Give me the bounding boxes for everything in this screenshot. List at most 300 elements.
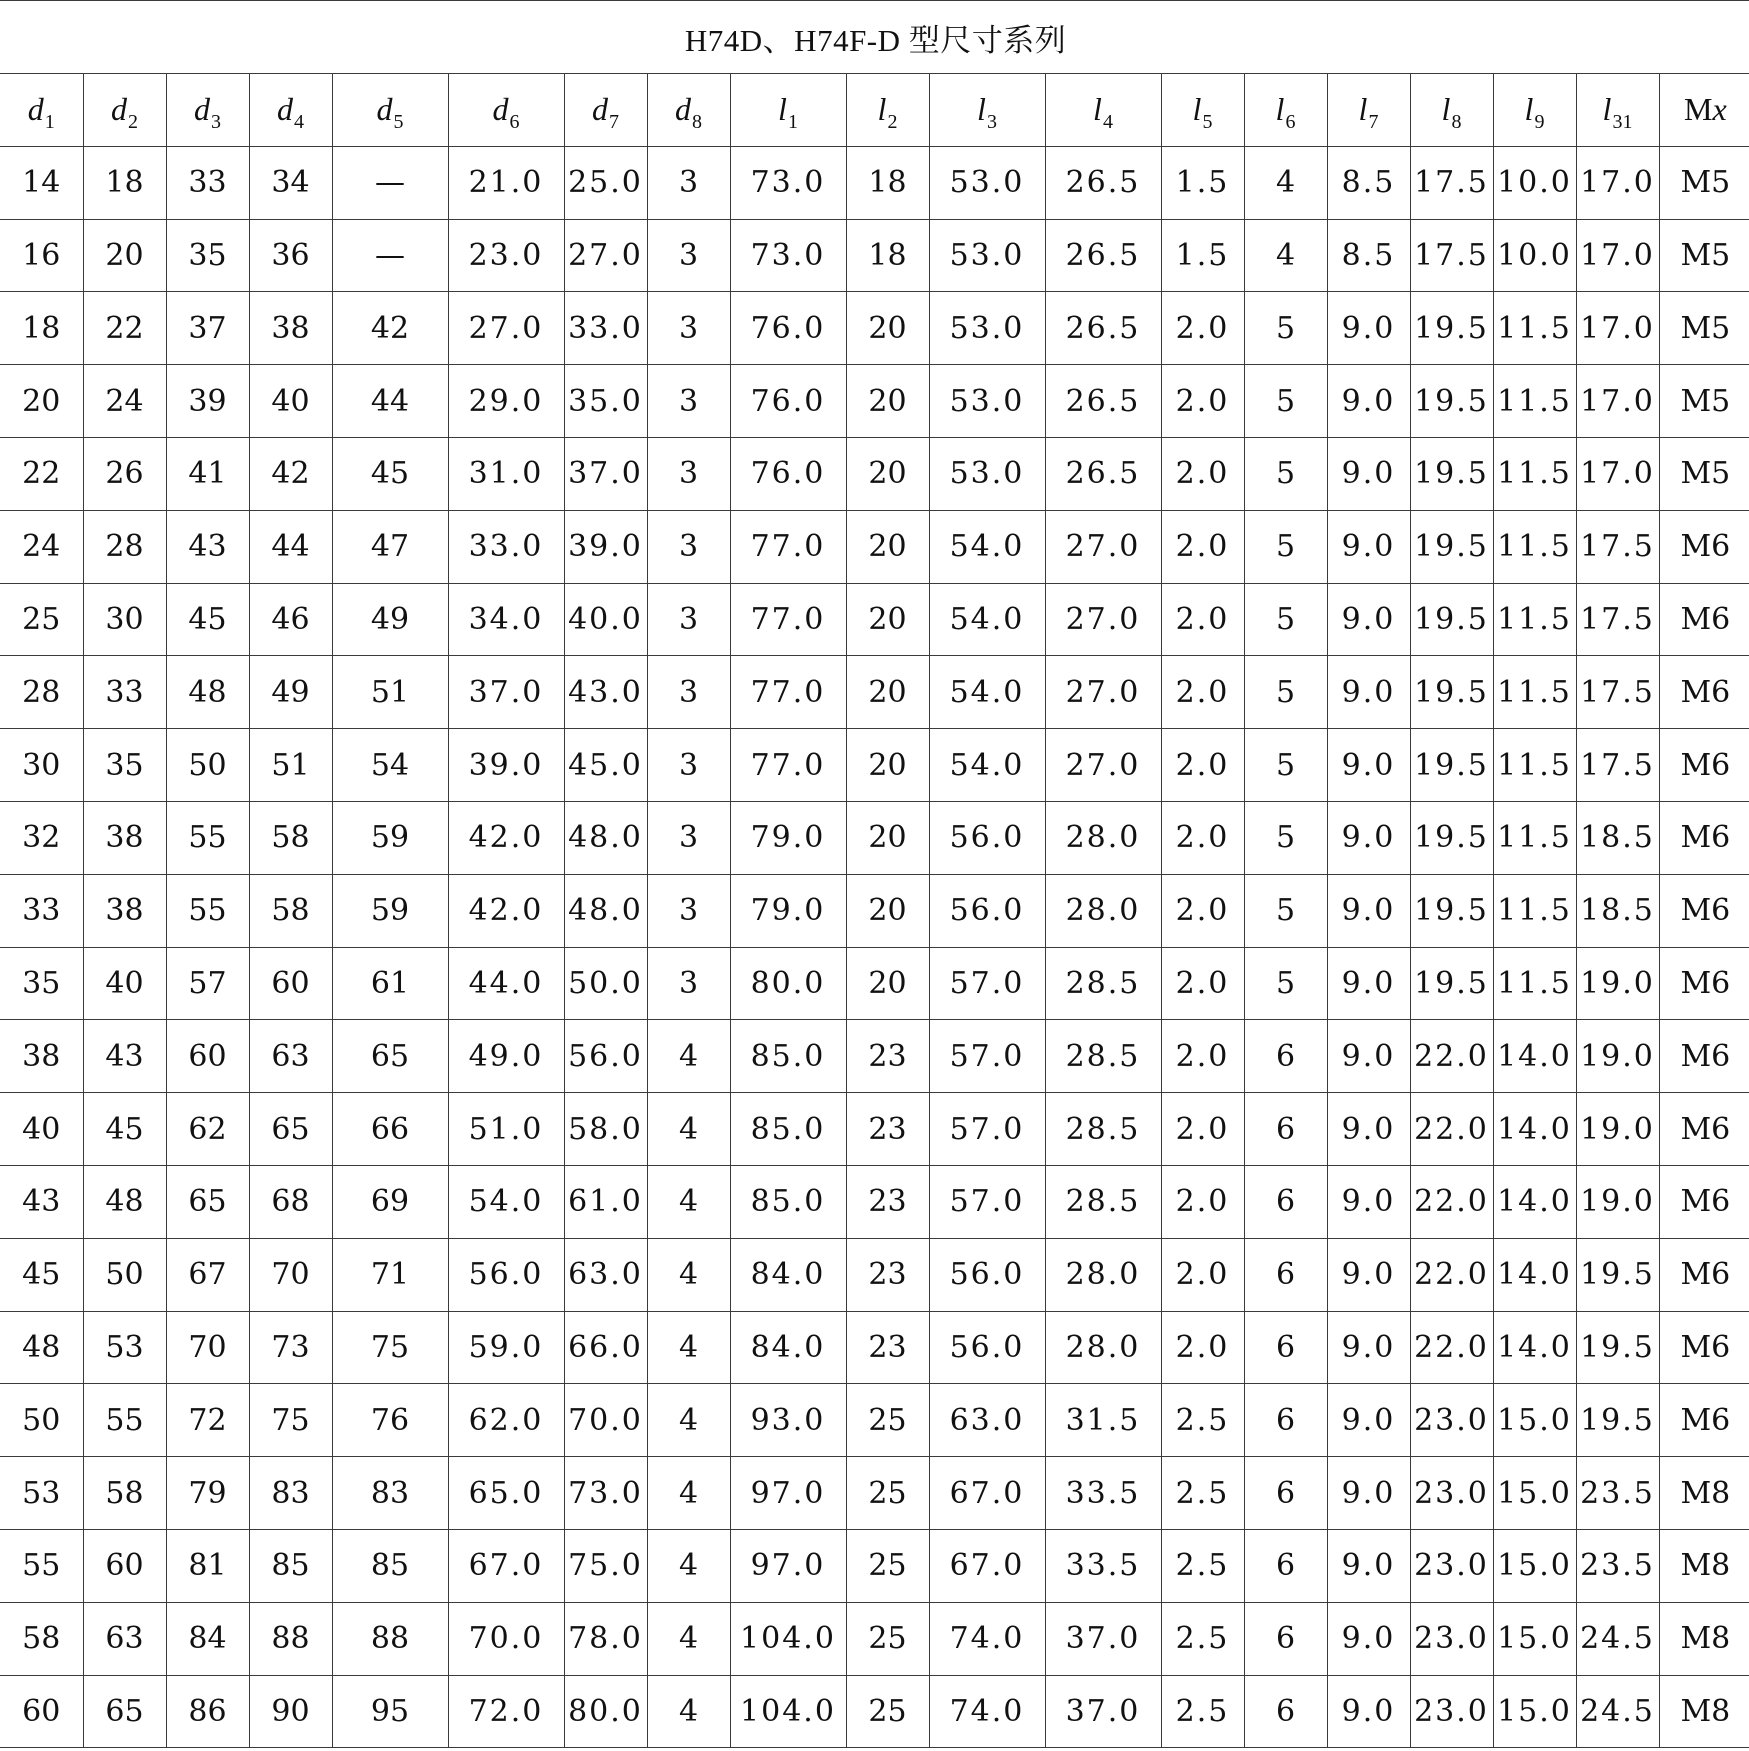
table-cell: M6 — [1659, 874, 1749, 947]
table-cell: 35 — [0, 947, 83, 1020]
table-cell: 2.0 — [1161, 1238, 1244, 1311]
table-cell: 84.0 — [730, 1311, 846, 1384]
table-cell: 79 — [166, 1457, 249, 1530]
table-cell: M6 — [1659, 947, 1749, 1020]
table-cell: 6 — [1244, 1384, 1327, 1457]
table-cell: 28.5 — [1045, 1165, 1161, 1238]
column-header-symbol: d — [277, 91, 293, 128]
table-cell: 20 — [846, 656, 929, 729]
table-cell: 53.0 — [929, 146, 1045, 219]
table-cell: 14.0 — [1493, 1238, 1576, 1311]
table-cell: 14.0 — [1493, 1093, 1576, 1166]
table-cell: 18 — [83, 146, 166, 219]
table-cell: 2.0 — [1161, 729, 1244, 802]
table-cell: 18.5 — [1576, 801, 1659, 874]
table-cell: 9.0 — [1327, 947, 1410, 1020]
table-cell: 69 — [332, 1165, 448, 1238]
table-cell: 40 — [0, 1093, 83, 1166]
table-cell: 67 — [166, 1238, 249, 1311]
table-cell: 70 — [249, 1238, 332, 1311]
column-header-symbol: x — [1712, 91, 1727, 128]
table-cell: 9.0 — [1327, 1529, 1410, 1602]
table-cell: 40.0 — [564, 583, 647, 656]
table-cell: 19.0 — [1576, 1020, 1659, 1093]
table-cell: 11.5 — [1493, 510, 1576, 583]
table-cell: 22 — [83, 292, 166, 365]
table-row — [0, 437, 1749, 510]
table-cell: 9.0 — [1327, 801, 1410, 874]
table-cell: 3 — [647, 729, 730, 802]
table-cell: 20 — [846, 729, 929, 802]
table-cell: M8 — [1659, 1457, 1749, 1530]
column-header-subscript: 3 — [986, 111, 997, 134]
table-cell: 18.5 — [1576, 874, 1659, 947]
table-cell: 85.0 — [730, 1020, 846, 1093]
column-header-subscript: 4 — [1102, 111, 1113, 134]
table-cell: M8 — [1659, 1602, 1749, 1675]
table-cell: 19.5 — [1576, 1384, 1659, 1457]
table-cell: 9.0 — [1327, 1093, 1410, 1166]
table-cell: 33 — [83, 656, 166, 729]
table-cell: 9.0 — [1327, 365, 1410, 438]
table-cell: 93.0 — [730, 1384, 846, 1457]
table-cell: 3 — [647, 801, 730, 874]
title-row — [0, 1, 1749, 74]
table-row — [0, 292, 1749, 365]
table-cell: 23 — [846, 1093, 929, 1166]
table-cell: 77.0 — [730, 583, 846, 656]
table-cell: 39 — [166, 365, 249, 438]
table-cell: 15.0 — [1493, 1457, 1576, 1530]
table-row — [0, 365, 1749, 438]
table-cell: M6 — [1659, 510, 1749, 583]
table-cell: 3 — [647, 219, 730, 292]
table-cell: 73.0 — [730, 146, 846, 219]
table-cell: 5 — [1244, 583, 1327, 656]
table-cell: 9.0 — [1327, 292, 1410, 365]
table-cell: 23.0 — [1410, 1457, 1493, 1530]
column-header-symbol: l — [1275, 91, 1285, 128]
table-cell: 74.0 — [929, 1602, 1045, 1675]
table-row — [0, 219, 1749, 292]
column-header — [1493, 74, 1576, 147]
table-cell: 24.5 — [1576, 1602, 1659, 1675]
table-cell: 32 — [0, 801, 83, 874]
table-cell: 42.0 — [448, 801, 564, 874]
table-cell: 97.0 — [730, 1529, 846, 1602]
table-cell: 9.0 — [1327, 1457, 1410, 1530]
column-header-subscript: 9 — [1534, 111, 1545, 134]
table-cell: M6 — [1659, 729, 1749, 802]
table-cell: 58.0 — [564, 1093, 647, 1166]
table-cell: M5 — [1659, 437, 1749, 510]
table-cell: 65 — [83, 1675, 166, 1748]
table-cell: 9.0 — [1327, 1311, 1410, 1384]
table-cell: 38 — [0, 1020, 83, 1093]
table-cell: 26.5 — [1045, 437, 1161, 510]
table-cell: 25 — [846, 1529, 929, 1602]
table-cell: 57.0 — [929, 1093, 1045, 1166]
table-cell: 9.0 — [1327, 729, 1410, 802]
table-row — [0, 583, 1749, 656]
table-cell: 6 — [1244, 1165, 1327, 1238]
table-cell: 2.5 — [1161, 1457, 1244, 1530]
table-cell: 20 — [846, 365, 929, 438]
table-cell: 2.0 — [1161, 510, 1244, 583]
table-cell: 20 — [846, 947, 929, 1020]
table-cell: 9.0 — [1327, 1602, 1410, 1675]
table-cell: 44 — [249, 510, 332, 583]
table-cell: 28 — [0, 656, 83, 729]
table-cell: 9.0 — [1327, 510, 1410, 583]
column-header — [332, 74, 448, 147]
table-cell: 17.0 — [1576, 146, 1659, 219]
table-cell: 85 — [249, 1529, 332, 1602]
table-cell: 17.0 — [1576, 219, 1659, 292]
table-cell: M6 — [1659, 1384, 1749, 1457]
table-cell: 2.5 — [1161, 1384, 1244, 1457]
table-cell: 19.5 — [1410, 947, 1493, 1020]
table-cell: 4 — [647, 1457, 730, 1530]
table-cell: M8 — [1659, 1529, 1749, 1602]
table-cell: 17.0 — [1576, 437, 1659, 510]
table-cell: 28.5 — [1045, 947, 1161, 1020]
table-cell: 14.0 — [1493, 1020, 1576, 1093]
table-cell: 23.0 — [448, 219, 564, 292]
table-cell: 51 — [249, 729, 332, 802]
table-cell: 58 — [83, 1457, 166, 1530]
table-cell: 14.0 — [1493, 1311, 1576, 1384]
table-cell: 35 — [166, 219, 249, 292]
table-cell: 25 — [846, 1675, 929, 1748]
table-cell: 56.0 — [448, 1238, 564, 1311]
table-cell: 45.0 — [564, 729, 647, 802]
table-cell: 3 — [647, 437, 730, 510]
table-cell: 50 — [166, 729, 249, 802]
table-cell: 11.5 — [1493, 947, 1576, 1020]
column-header-symbol: d — [194, 91, 210, 128]
table-cell: 57.0 — [929, 1020, 1045, 1093]
table-cell: 54 — [332, 729, 448, 802]
table-cell: 80.0 — [730, 947, 846, 1020]
column-header-symbol: l — [1524, 91, 1534, 128]
table-cell: 58 — [0, 1602, 83, 1675]
table-cell: 27.0 — [1045, 510, 1161, 583]
table-row — [0, 1602, 1749, 1675]
column-header-subscript: 5 — [1202, 111, 1213, 134]
table-cell: 57.0 — [929, 1165, 1045, 1238]
table-cell: 23.5 — [1576, 1529, 1659, 1602]
table-cell: 54.0 — [929, 729, 1045, 802]
table-cell: 23.0 — [1410, 1675, 1493, 1748]
column-header-subscript: 2 — [887, 111, 898, 134]
table-cell: 4 — [647, 1675, 730, 1748]
table-cell: 28.0 — [1045, 1238, 1161, 1311]
table-cell: 53.0 — [929, 292, 1045, 365]
column-header-subscript: 8 — [692, 111, 702, 134]
column-header-subscript: 3 — [211, 111, 221, 134]
table-cell: 30 — [83, 583, 166, 656]
table-cell: 6 — [1244, 1311, 1327, 1384]
column-header — [929, 74, 1045, 147]
column-header-prefix: M — [1684, 91, 1713, 128]
table-cell: 2.0 — [1161, 801, 1244, 874]
table-cell: 2.0 — [1161, 292, 1244, 365]
table-cell: 21.0 — [448, 146, 564, 219]
table-cell: 49 — [249, 656, 332, 729]
table-cell: 31.0 — [448, 437, 564, 510]
table-cell: 39.0 — [564, 510, 647, 583]
table-cell: 60 — [166, 1020, 249, 1093]
table-cell: 55 — [166, 801, 249, 874]
column-header-symbol: l — [977, 91, 986, 128]
table-cell: 6 — [1244, 1457, 1327, 1530]
table-cell: 17.5 — [1576, 729, 1659, 802]
table-cell: 4 — [1244, 146, 1327, 219]
table-cell: 42 — [332, 292, 448, 365]
column-header-symbol: d — [111, 91, 127, 128]
table-cell: 53.0 — [929, 365, 1045, 438]
table-cell: 49 — [332, 583, 448, 656]
table-cell: 1.5 — [1161, 146, 1244, 219]
table-cell: 2.0 — [1161, 874, 1244, 947]
table-cell: 4 — [647, 1311, 730, 1384]
table-cell: 2.0 — [1161, 656, 1244, 729]
table-cell: M5 — [1659, 292, 1749, 365]
table-cell: — — [332, 219, 448, 292]
column-header-subscript: 1 — [787, 111, 798, 134]
table-cell: 43 — [166, 510, 249, 583]
table-cell: 23 — [846, 1020, 929, 1093]
table-cell: 33.0 — [564, 292, 647, 365]
column-header — [846, 74, 929, 147]
table-cell: 24 — [83, 365, 166, 438]
table-cell: 58 — [249, 801, 332, 874]
table-cell: 65.0 — [448, 1457, 564, 1530]
table-cell: 22.0 — [1410, 1165, 1493, 1238]
table-cell: 53.0 — [929, 437, 1045, 510]
table-cell: 66.0 — [564, 1311, 647, 1384]
column-header-subscript: 4 — [294, 111, 304, 134]
table-cell: 33 — [0, 874, 83, 947]
table-cell: M5 — [1659, 219, 1749, 292]
table-cell: 19.5 — [1410, 292, 1493, 365]
table-cell: 66 — [332, 1093, 448, 1166]
table-cell: 25 — [846, 1602, 929, 1675]
column-header — [564, 74, 647, 147]
table-cell: 59.0 — [448, 1311, 564, 1384]
table-cell: 9.0 — [1327, 874, 1410, 947]
table-cell: 5 — [1244, 437, 1327, 510]
table-cell: 5 — [1244, 801, 1327, 874]
table-cell: 2.5 — [1161, 1602, 1244, 1675]
table-cell: 4 — [647, 1020, 730, 1093]
table-cell: — — [332, 146, 448, 219]
table-cell: 19.5 — [1576, 1311, 1659, 1384]
table-cell: 2.0 — [1161, 1093, 1244, 1166]
table-cell: 42 — [249, 437, 332, 510]
table-cell: 43.0 — [564, 656, 647, 729]
table-cell: 80.0 — [564, 1675, 647, 1748]
table-row — [0, 656, 1749, 729]
table-cell: 59 — [332, 874, 448, 947]
table-cell: 79.0 — [730, 874, 846, 947]
table-cell: 35 — [83, 729, 166, 802]
table-cell: 63 — [249, 1020, 332, 1093]
table-cell: 19.5 — [1410, 583, 1493, 656]
column-header-symbol: l — [1602, 91, 1612, 128]
table-cell: 5 — [1244, 874, 1327, 947]
column-header-symbol: l — [877, 91, 887, 128]
table-cell: 88 — [249, 1602, 332, 1675]
table-cell: 55 — [83, 1384, 166, 1457]
table-row — [0, 146, 1749, 219]
column-header — [1659, 74, 1749, 147]
table-cell: 9.0 — [1327, 1238, 1410, 1311]
table-cell: 27.0 — [448, 292, 564, 365]
table-cell: 63.0 — [929, 1384, 1045, 1457]
table-cell: 4 — [647, 1093, 730, 1166]
table-cell: 27.0 — [1045, 656, 1161, 729]
table-row — [0, 1529, 1749, 1602]
table-cell: 23.5 — [1576, 1457, 1659, 1530]
table-cell: 28.5 — [1045, 1093, 1161, 1166]
table-cell: M5 — [1659, 365, 1749, 438]
table-cell: 43 — [0, 1165, 83, 1238]
table-cell: 53 — [83, 1311, 166, 1384]
table-cell: 70.0 — [448, 1602, 564, 1675]
table-cell: 56.0 — [929, 874, 1045, 947]
table-cell: 4 — [1244, 219, 1327, 292]
table-cell: 90 — [249, 1675, 332, 1748]
table-cell: 2.0 — [1161, 583, 1244, 656]
table-cell: 15.0 — [1493, 1602, 1576, 1675]
column-header — [647, 74, 730, 147]
table-cell: 30 — [0, 729, 83, 802]
table-cell: 75.0 — [564, 1529, 647, 1602]
table-cell: 77.0 — [730, 656, 846, 729]
table-cell: 17.5 — [1576, 510, 1659, 583]
table-cell: 22.0 — [1410, 1238, 1493, 1311]
table-cell: 68 — [249, 1165, 332, 1238]
table-cell: 45 — [166, 583, 249, 656]
table-cell: M5 — [1659, 146, 1749, 219]
column-header-subscript: 5 — [393, 111, 404, 134]
table-cell: 11.5 — [1493, 583, 1576, 656]
table-cell: 85 — [332, 1529, 448, 1602]
table-body — [0, 146, 1749, 1748]
table-cell: 76 — [332, 1384, 448, 1457]
table-cell: 59 — [332, 801, 448, 874]
column-header-subscript: 1 — [44, 111, 55, 134]
table-cell: 54.0 — [929, 656, 1045, 729]
table-cell: 43 — [83, 1020, 166, 1093]
table-cell: 48 — [83, 1165, 166, 1238]
table-cell: 61.0 — [564, 1165, 647, 1238]
table-cell: 38 — [83, 801, 166, 874]
table-cell: 2.0 — [1161, 1165, 1244, 1238]
table-cell: 55 — [0, 1529, 83, 1602]
table-cell: 5 — [1244, 510, 1327, 583]
table-cell: 14 — [0, 146, 83, 219]
table-cell: 49.0 — [448, 1020, 564, 1093]
table-cell: 15.0 — [1493, 1529, 1576, 1602]
table-cell: 28.0 — [1045, 1311, 1161, 1384]
column-header-symbol: d — [592, 91, 608, 128]
table-cell: 10.0 — [1493, 219, 1576, 292]
table-cell: 20 — [0, 365, 83, 438]
table-cell: 15.0 — [1493, 1675, 1576, 1748]
table-cell: 29.0 — [448, 365, 564, 438]
table-cell: 25 — [0, 583, 83, 656]
table-cell: 22 — [0, 437, 83, 510]
table-cell: 67.0 — [929, 1529, 1045, 1602]
table-cell: 19.5 — [1410, 510, 1493, 583]
table-row — [0, 1020, 1749, 1093]
column-header-symbol: d — [376, 91, 393, 128]
table-title: H74D、H74F-D 型尺寸系列 — [0, 1, 1749, 74]
table-cell: M6 — [1659, 1093, 1749, 1166]
table-cell: 3 — [647, 365, 730, 438]
table-row — [0, 1165, 1749, 1238]
table-cell: 1.5 — [1161, 219, 1244, 292]
table-cell: 47 — [332, 510, 448, 583]
table-cell: 54.0 — [929, 583, 1045, 656]
table-cell: 25 — [846, 1457, 929, 1530]
column-header-subscript: 6 — [1285, 111, 1296, 134]
table-cell: 38 — [249, 292, 332, 365]
table-cell: 41 — [166, 437, 249, 510]
table-cell: 28.5 — [1045, 1020, 1161, 1093]
table-cell: 48 — [166, 656, 249, 729]
column-header-symbol: l — [778, 91, 787, 128]
table-cell: 33.0 — [448, 510, 564, 583]
table-cell: 22.0 — [1410, 1311, 1493, 1384]
column-header-subscript: 31 — [1612, 111, 1633, 134]
table-cell: 23 — [846, 1311, 929, 1384]
table-cell: 27.0 — [1045, 729, 1161, 802]
table-cell: 67.0 — [448, 1529, 564, 1602]
table-cell: 44 — [332, 365, 448, 438]
table-cell: 11.5 — [1493, 437, 1576, 510]
table-cell: 33.5 — [1045, 1529, 1161, 1602]
column-header-subscript: 8 — [1451, 111, 1462, 134]
table-cell: 23 — [846, 1165, 929, 1238]
table-cell: 22.0 — [1410, 1093, 1493, 1166]
table-cell: 19.0 — [1576, 1093, 1659, 1166]
column-header — [83, 74, 166, 147]
table-cell: 63 — [83, 1602, 166, 1675]
table-cell: 18 — [846, 219, 929, 292]
table-row — [0, 874, 1749, 947]
table-row — [0, 1457, 1749, 1530]
table-cell: 83 — [332, 1457, 448, 1530]
table-cell: 65 — [166, 1165, 249, 1238]
table-cell: 85.0 — [730, 1093, 846, 1166]
column-header-subscript: 6 — [509, 111, 520, 134]
column-header — [1244, 74, 1327, 147]
table-cell: M6 — [1659, 801, 1749, 874]
table-cell: 53.0 — [929, 219, 1045, 292]
table-cell: 4 — [647, 1165, 730, 1238]
table-cell: 28.0 — [1045, 801, 1161, 874]
column-header — [249, 74, 332, 147]
table-cell: 9.0 — [1327, 1165, 1410, 1238]
table-cell: 20 — [846, 510, 929, 583]
table-cell: 4 — [647, 1384, 730, 1457]
table-cell: 62 — [166, 1093, 249, 1166]
column-header — [0, 74, 83, 147]
